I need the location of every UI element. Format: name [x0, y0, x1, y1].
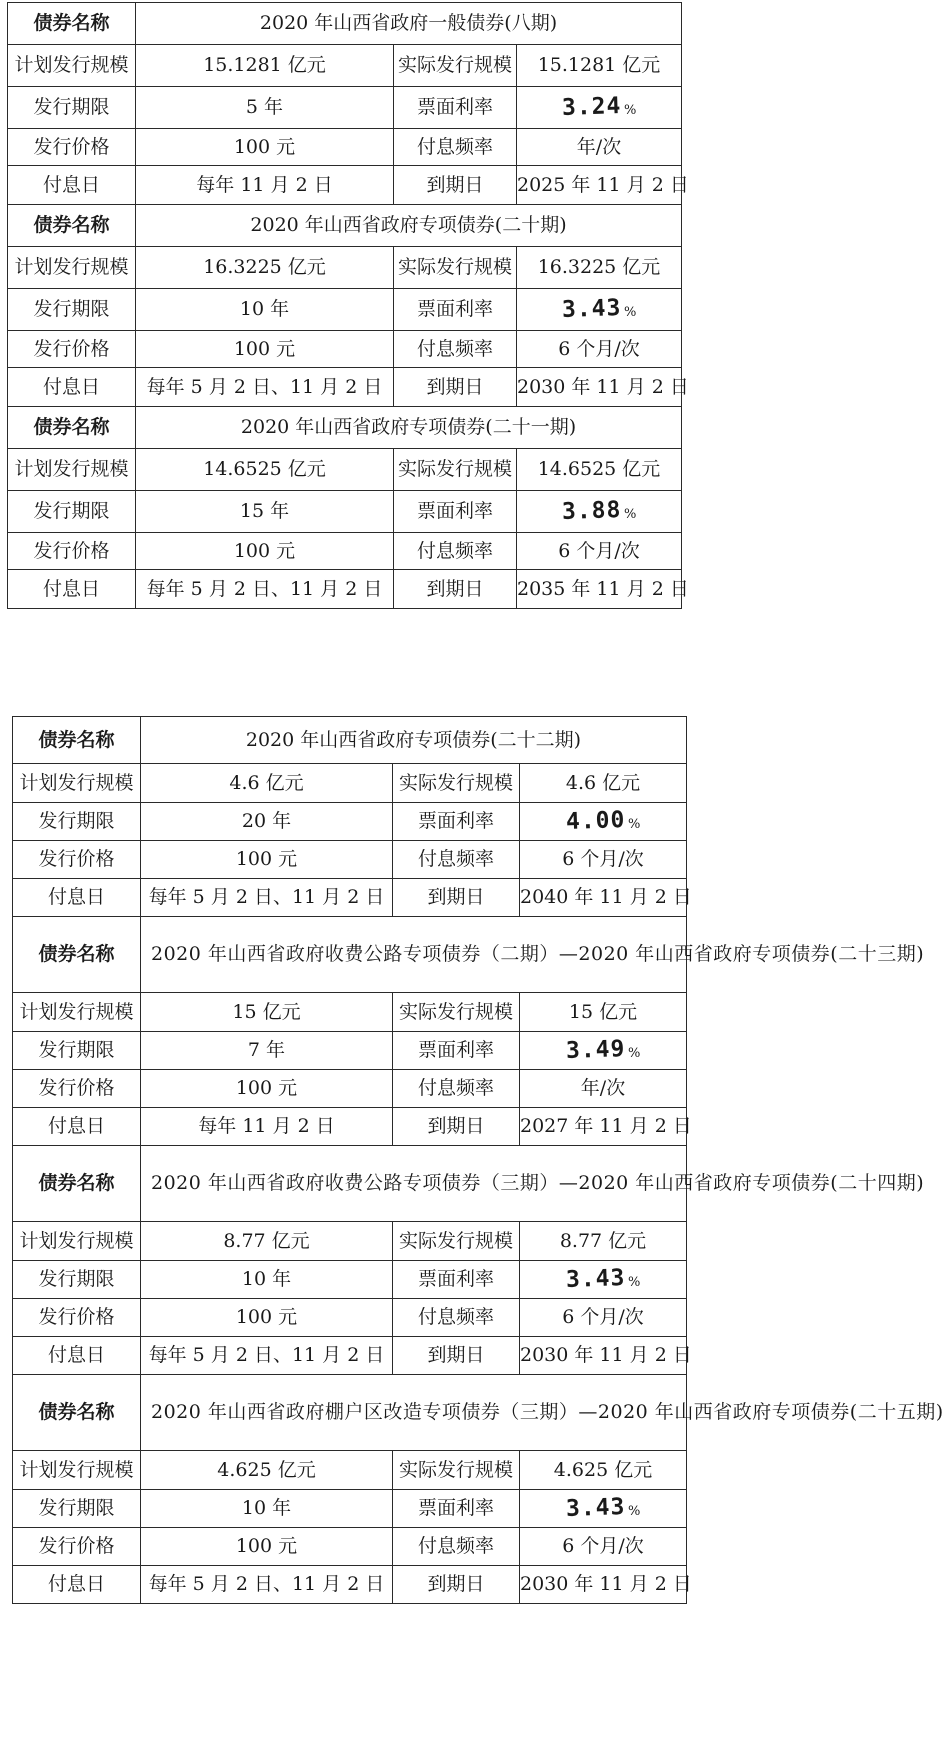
field-value: 年/次 [520, 1070, 687, 1108]
field-value: 每年 5 月 2 日、11 月 2 日 [136, 368, 394, 407]
field-value: 8.77 亿元 [141, 1222, 393, 1261]
bond-2-price-row [13, 1070, 687, 1108]
coupon-rate-cell [520, 1261, 687, 1299]
field-label: 到期日 [393, 1337, 520, 1375]
bond-2-name-row [8, 205, 682, 247]
bond-1-name-row [13, 717, 687, 764]
percent-sign: % [628, 1275, 641, 1291]
coupon-rate-cell [520, 1490, 687, 1528]
field-label: 实际发行规模 [393, 764, 520, 803]
field-label: 计划发行规模 [13, 1222, 141, 1261]
field-value: 100 元 [136, 129, 394, 166]
bond-2-term-row [8, 289, 682, 331]
field-label: 发行期限 [8, 491, 136, 533]
field-label: 到期日 [394, 166, 517, 205]
field-label: 实际发行规模 [394, 45, 517, 87]
field-value: 15.1281 亿元 [517, 45, 682, 87]
field-value: 10 年 [136, 289, 394, 331]
field-label: 票面利率 [393, 1032, 520, 1070]
field-value: 100 元 [136, 331, 394, 368]
field-label: 发行价格 [8, 533, 136, 570]
bond-1-name-row [8, 3, 682, 45]
bond-1-scale-row [8, 45, 682, 87]
field-value: 6 个月/次 [520, 841, 687, 879]
coupon-rate-cell [517, 491, 682, 533]
field-value: 2030 年 11 月 2 日 [517, 368, 682, 407]
field-value: 每年 11 月 2 日 [136, 166, 394, 205]
field-label: 发行价格 [13, 1299, 141, 1337]
field-label: 实际发行规模 [393, 1451, 520, 1490]
bond-2-price-row [8, 331, 682, 368]
field-label: 票面利率 [393, 1490, 520, 1528]
field-value: 2020 年山西省政府收费公路专项债券（二期）—2020 年山西省政府专项债券(二十三期) [141, 917, 687, 993]
field-value: 100 元 [141, 1070, 393, 1108]
field-label: 实际发行规模 [394, 247, 517, 289]
bond-1-scale-row [13, 764, 687, 803]
percent-sign: % [628, 1504, 641, 1520]
field-label: 到期日 [393, 879, 520, 917]
field-label: 票面利率 [394, 87, 517, 129]
field-label: 付息频率 [393, 1299, 520, 1337]
percent-sign: % [624, 103, 637, 119]
field-label: 付息频率 [393, 1070, 520, 1108]
bond-4-scale-row [13, 1451, 687, 1490]
field-label: 实际发行规模 [393, 993, 520, 1032]
field-label: 计划发行规模 [8, 449, 136, 491]
bond-4-name-row [13, 1375, 687, 1451]
bond-2-paydate-row [8, 368, 682, 407]
field-label: 发行价格 [8, 331, 136, 368]
field-value: 100 元 [136, 533, 394, 570]
field-value: 15 年 [136, 491, 394, 533]
field-label: 债券名称 [8, 205, 136, 247]
handwritten-rate: 3.88 [561, 497, 622, 526]
bond-4-price-row [13, 1528, 687, 1566]
handwritten-rate: 3.49 [565, 1036, 626, 1065]
bond-3-paydate-row [13, 1337, 687, 1375]
field-label: 债券名称 [8, 3, 136, 45]
field-value: 2027 年 11 月 2 日 [520, 1108, 687, 1146]
field-value: 4.625 亿元 [520, 1451, 687, 1490]
field-label: 发行价格 [13, 1070, 141, 1108]
field-value: 每年 5 月 2 日、11 月 2 日 [136, 570, 394, 609]
field-label: 票面利率 [393, 1261, 520, 1299]
field-value: 7 年 [141, 1032, 393, 1070]
field-label: 发行期限 [13, 1490, 141, 1528]
field-label: 到期日 [394, 368, 517, 407]
bond-3-term-row [8, 491, 682, 533]
field-value: 2025 年 11 月 2 日 [517, 166, 682, 205]
field-label: 付息日 [13, 1108, 141, 1146]
field-label: 计划发行规模 [13, 1451, 141, 1490]
field-value: 2020 年山西省政府专项债券(二十一期) [136, 407, 682, 449]
field-value: 2020 年山西省政府专项债券(二十二期) [141, 717, 687, 764]
field-label: 付息频率 [393, 841, 520, 879]
coupon-rate-cell [517, 87, 682, 129]
bond-3-name-row [8, 407, 682, 449]
field-value: 每年 5 月 2 日、11 月 2 日 [141, 1566, 393, 1604]
bond-4-paydate-row [13, 1566, 687, 1604]
coupon-rate-cell [517, 289, 682, 331]
field-label: 债券名称 [8, 407, 136, 449]
field-value: 2020 年山西省政府一般债券(八期) [136, 3, 682, 45]
field-value: 2035 年 11 月 2 日 [517, 570, 682, 609]
handwritten-rate: 3.43 [565, 1494, 626, 1523]
field-value: 15 亿元 [141, 993, 393, 1032]
bond-2-term-row [13, 1032, 687, 1070]
field-label: 计划发行规模 [13, 764, 141, 803]
field-label: 债券名称 [13, 917, 141, 993]
field-value: 100 元 [141, 841, 393, 879]
field-value: 6 个月/次 [517, 533, 682, 570]
field-label: 到期日 [394, 570, 517, 609]
percent-sign: % [624, 507, 637, 523]
field-value: 15.1281 亿元 [136, 45, 394, 87]
handwritten-rate: 3.43 [565, 1265, 626, 1294]
field-label: 发行价格 [13, 841, 141, 879]
field-label: 付息日 [13, 879, 141, 917]
field-label: 发行期限 [13, 803, 141, 841]
field-label: 发行期限 [13, 1261, 141, 1299]
bond-3-scale-row [13, 1222, 687, 1261]
field-label: 票面利率 [394, 289, 517, 331]
handwritten-rate: 3.43 [561, 295, 622, 324]
field-value: 2020 年山西省政府专项债券(二十期) [136, 205, 682, 247]
field-value: 年/次 [517, 129, 682, 166]
field-label: 计划发行规模 [13, 993, 141, 1032]
bond-3-term-row [13, 1261, 687, 1299]
field-value: 14.6525 亿元 [517, 449, 682, 491]
field-value: 10 年 [141, 1490, 393, 1528]
bond-table-page-1 [7, 2, 689, 609]
bond-1-paydate-row [13, 879, 687, 917]
bond-4-term-row [13, 1490, 687, 1528]
field-label: 付息频率 [393, 1528, 520, 1566]
bond-3-name-row [13, 1146, 687, 1222]
field-label: 付息日 [8, 368, 136, 407]
field-value: 4.6 亿元 [520, 764, 687, 803]
bond-1-term-row [13, 803, 687, 841]
field-label: 计划发行规模 [8, 45, 136, 87]
field-value: 100 元 [141, 1528, 393, 1566]
field-label: 发行价格 [8, 129, 136, 166]
field-label: 票面利率 [393, 803, 520, 841]
field-value: 10 年 [141, 1261, 393, 1299]
field-label: 到期日 [393, 1566, 520, 1604]
field-label: 付息日 [8, 166, 136, 205]
field-value: 16.3225 亿元 [517, 247, 682, 289]
field-label: 付息频率 [394, 533, 517, 570]
bond-3-price-row [8, 533, 682, 570]
field-label: 发行期限 [13, 1032, 141, 1070]
field-label: 付息日 [13, 1337, 141, 1375]
bond-1-term-row [8, 87, 682, 129]
bond-1-price-row [13, 841, 687, 879]
field-value: 15 亿元 [520, 993, 687, 1032]
bond-3-price-row [13, 1299, 687, 1337]
field-value: 4.6 亿元 [141, 764, 393, 803]
field-value: 20 年 [141, 803, 393, 841]
percent-sign: % [628, 817, 641, 833]
bond-1-paydate-row [8, 166, 682, 205]
field-value: 16.3225 亿元 [136, 247, 394, 289]
field-value: 每年 5 月 2 日、11 月 2 日 [141, 879, 393, 917]
field-label: 发行期限 [8, 289, 136, 331]
field-label: 付息频率 [394, 331, 517, 368]
bond-2-name-row [13, 917, 687, 993]
field-label: 付息日 [8, 570, 136, 609]
field-value: 2020 年山西省政府收费公路专项债券（三期）—2020 年山西省政府专项债券(二十四期) [141, 1146, 687, 1222]
field-value: 6 个月/次 [520, 1528, 687, 1566]
handwritten-rate: 3.24 [561, 93, 622, 122]
field-value: 14.6525 亿元 [136, 449, 394, 491]
bond-3-scale-row [8, 449, 682, 491]
coupon-rate-cell [520, 1032, 687, 1070]
handwritten-rate: 4.00 [565, 807, 626, 836]
field-value: 2030 年 11 月 2 日 [520, 1337, 687, 1375]
field-label: 到期日 [393, 1108, 520, 1146]
coupon-rate-cell [520, 803, 687, 841]
field-value: 5 年 [136, 87, 394, 129]
field-value: 8.77 亿元 [520, 1222, 687, 1261]
bond-2-scale-row [13, 993, 687, 1032]
field-value: 2040 年 11 月 2 日 [520, 879, 687, 917]
field-label: 计划发行规模 [8, 247, 136, 289]
field-value: 每年 5 月 2 日、11 月 2 日 [141, 1337, 393, 1375]
field-label: 债券名称 [13, 1146, 141, 1222]
bond-2-scale-row [8, 247, 682, 289]
field-value: 每年 11 月 2 日 [141, 1108, 393, 1146]
bond-table-page-2 [12, 716, 944, 1604]
field-value: 6 个月/次 [517, 331, 682, 368]
field-label: 实际发行规模 [393, 1222, 520, 1261]
field-label: 付息频率 [394, 129, 517, 166]
field-label: 付息日 [13, 1566, 141, 1604]
field-value: 6 个月/次 [520, 1299, 687, 1337]
bond-1-price-row [8, 129, 682, 166]
field-value: 4.625 亿元 [141, 1451, 393, 1490]
percent-sign: % [628, 1046, 641, 1062]
field-label: 债券名称 [13, 717, 141, 764]
field-value: 2030 年 11 月 2 日 [520, 1566, 687, 1604]
page-gap [0, 690, 777, 710]
field-label: 发行价格 [13, 1528, 141, 1566]
bond-2-paydate-row [13, 1108, 687, 1146]
field-value: 100 元 [141, 1299, 393, 1337]
field-label: 债券名称 [13, 1375, 141, 1451]
field-label: 发行期限 [8, 87, 136, 129]
field-label: 票面利率 [394, 491, 517, 533]
percent-sign: % [624, 305, 637, 321]
field-label: 实际发行规模 [394, 449, 517, 491]
bond-3-paydate-row [8, 570, 682, 609]
field-value: 2020 年山西省政府棚户区改造专项债券（三期）—2020 年山西省政府专项债券(二十五期) [141, 1375, 687, 1451]
